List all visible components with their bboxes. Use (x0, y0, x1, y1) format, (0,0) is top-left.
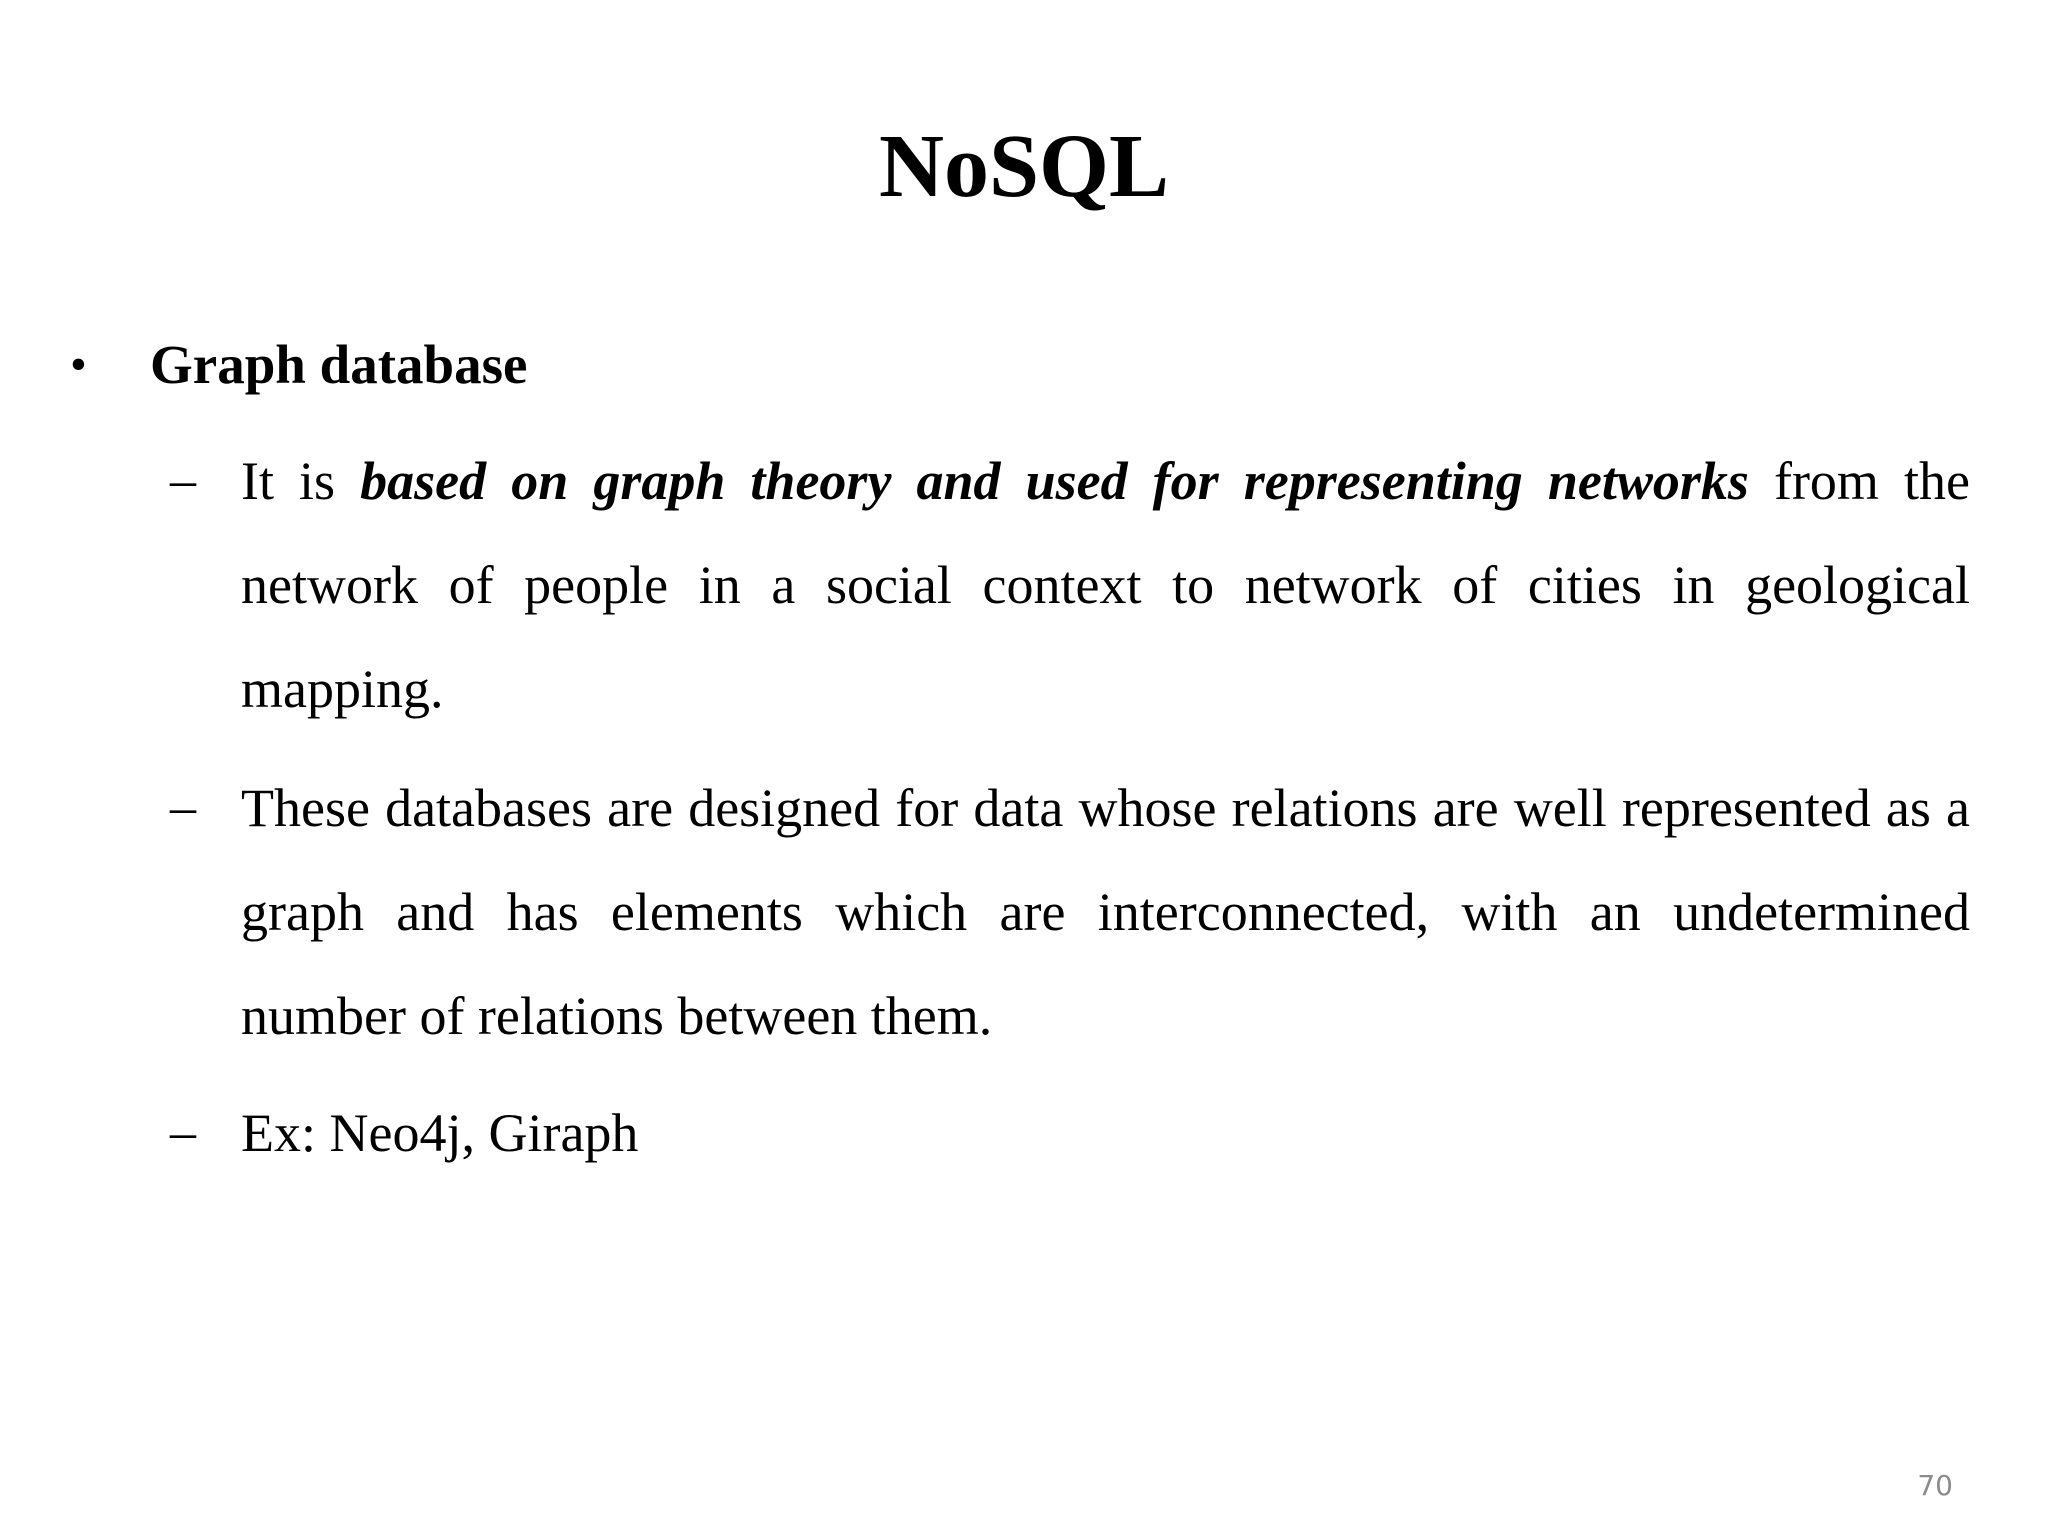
bullet-graph-database (70, 330, 527, 400)
sub-bullet-text (241, 429, 1970, 741)
bullet-marker: • (70, 338, 87, 391)
sub-bullet-text: Ex: Neo4j, Giraph (241, 1103, 639, 1163)
sub-bullet-examples (170, 1081, 1970, 1185)
sub-bullet-design (170, 756, 1970, 1068)
dash-marker: – (170, 1104, 196, 1161)
slide-title: NoSQL (878, 117, 1170, 216)
definition-prefix: It is (241, 451, 361, 511)
definition-suffix: from the network of people in a social context to network of cities in geological mapping. (241, 451, 1970, 719)
definition-emphasis: based on graph theory and used for representing networks (360, 451, 1749, 511)
sub-bullet-definition (170, 429, 1970, 741)
bullet-heading: Graph database (150, 334, 528, 395)
sub-bullet-text: These databases are designed for data whose relations are well represented as a graph and has elements which are interconnected, with an undetermined number of relations between them. (241, 778, 1970, 1046)
dash-marker: – (170, 779, 196, 836)
dash-marker: – (170, 452, 196, 509)
page-number: 70 (1917, 1469, 1953, 1502)
